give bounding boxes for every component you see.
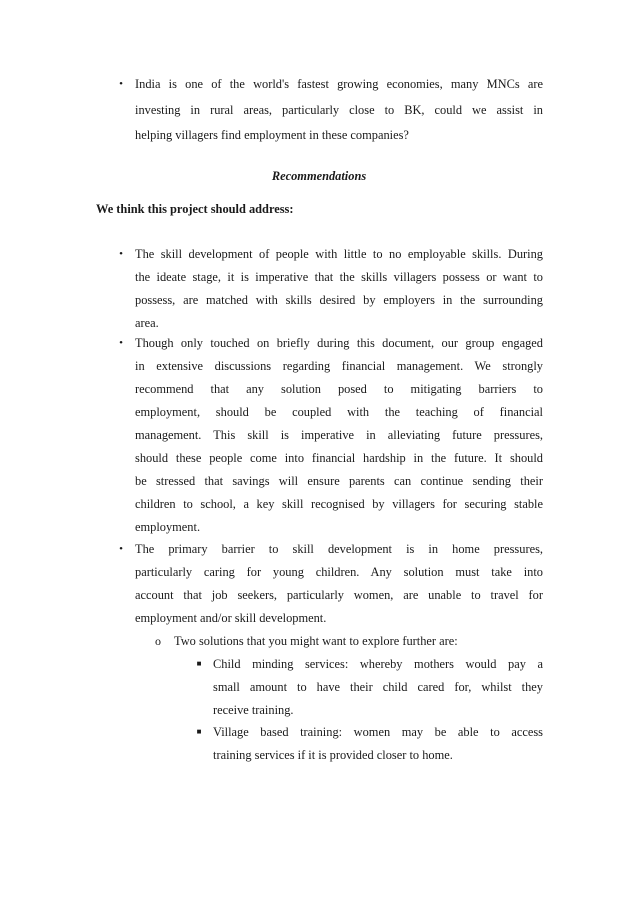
text-line: training services if it is provided closer to home.: [213, 748, 453, 762]
text-line: in extensive discussions regarding financial management. We strongly: [135, 359, 543, 373]
bullet-round: •: [119, 78, 123, 90]
text-line: particularly caring for young children. Any solution must take into: [135, 565, 543, 579]
text-line: should these people come into financial hardship in the future. It should: [135, 451, 543, 465]
bullet-round: •: [119, 543, 123, 555]
text-line: area.: [135, 316, 159, 330]
text-line: receive training.: [213, 703, 294, 717]
text-line: Two solutions that you might want to explore further are:: [174, 634, 458, 648]
text-line: account that job seekers, particularly women, are unable to travel for: [135, 588, 543, 602]
bullet-circle: o: [155, 634, 161, 648]
text-line: the ideate stage, it is imperative that the skills villagers possess or want to: [135, 270, 543, 284]
text-line: management. This skill is imperative in alleviating future pressures,: [135, 428, 543, 442]
text-line: employment, should be coupled with the teaching of financial: [135, 405, 543, 419]
text-line: be stressed that savings will ensure parents can continue sending their: [135, 474, 543, 488]
bullet-round: •: [119, 337, 123, 349]
text-line: children to school, a key skill recognised by villagers for securing stable: [135, 497, 543, 511]
text-line: small amount to have their child cared for, whilst they: [213, 680, 543, 694]
text-line: Child minding services: whereby mothers would pay a: [213, 657, 543, 671]
section-heading: Recommendations: [271, 169, 367, 183]
text-line: possess, are matched with skills desired by employers in the surrounding: [135, 293, 543, 307]
text-line: helping villagers find employment in these companies?: [135, 128, 409, 142]
text-line: India is one of the world's fastest growing economies, many MNCs are: [135, 77, 543, 91]
text-line: investing in rural areas, particularly close to BK, could we assist in: [135, 103, 543, 117]
bullet-square: ■: [196, 659, 202, 668]
bullet-round: •: [119, 248, 123, 260]
text-line: employment.: [135, 520, 201, 534]
text-line: employment and/or skill development.: [135, 611, 327, 625]
bullet-square: ■: [196, 727, 202, 736]
text-line: The primary barrier to skill development is in home pressures,: [135, 542, 543, 556]
section-subheading: We think this project should address:: [96, 202, 294, 216]
text-line: Village based training: women may be able to access: [213, 725, 543, 739]
text-line: Though only touched on briefly during this document, our group engaged: [135, 336, 543, 350]
text-line: recommend that any solution posed to mitigating barriers to: [135, 382, 543, 396]
text-line: The skill development of people with little to no employable skills. During: [135, 247, 543, 261]
